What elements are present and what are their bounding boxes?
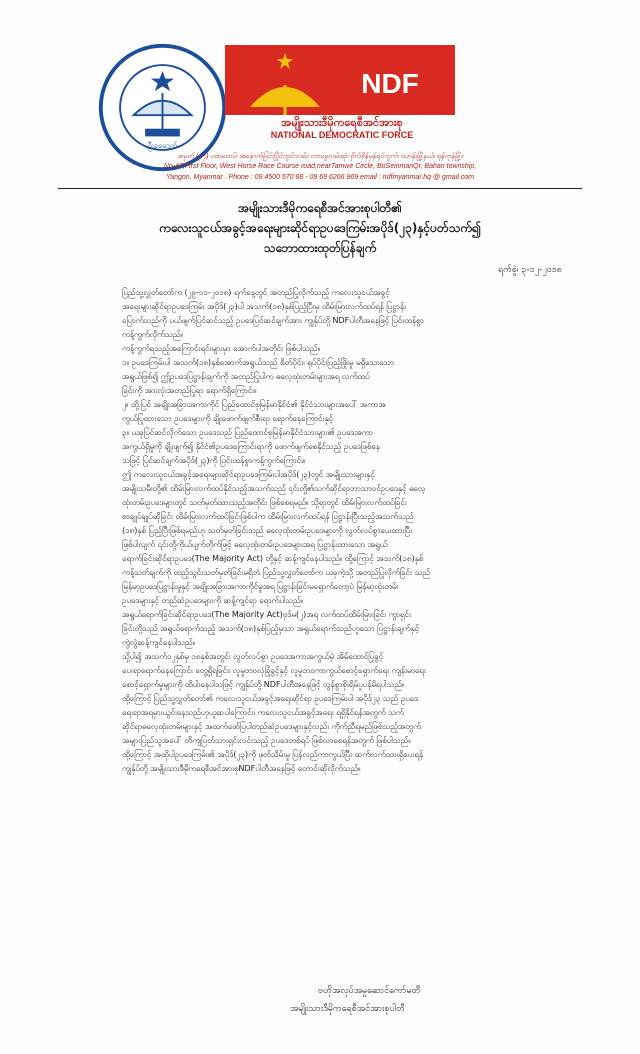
body-line: စောင့်ရှောက်မှုများကို ထိပါးနေပါသဖြင့် ကျွန်ုပ်တို့ NDFပါတီအနေဖြင့် လွန်စွာစိုးရိမ်ပူပန်မိရပါသည်။ — [122, 680, 405, 689]
body-line: အရွယ်ဖြစ်၍ ဤဥပဒေပြဋ္ဌာန်းချက်ကို အတည်ပြုပါက ဓလေ့ထုံးတမ်းများအရ လက်ထပ် — [122, 372, 370, 381]
body-line: သဖြင့် ပြင်ဆင်ချက်အပိုဒ်(၂၃)ကို ပြင်းထန်စွာကန့်ကွက်ကြောင်း။ — [122, 456, 306, 465]
body-line: ပြောက်သည်ကို ပယ်ဖျက်ပြင်ဆင်သည့် ဥပဒေပြင်ဆင်ချက်အား ကျွန်ုပ်တို့ NDFပါတီအနေဖြင့် ပြင်းထန်စွာ — [122, 316, 424, 325]
body-line: ကွဲလွဲဆန့်ကျင်နေပါသည်။ — [122, 638, 196, 647]
body-line: ဤ ကလေးသူငယ်အခွင့်အရေးများဆိုင်ရာဥပဒေကြမ်းပါအပိုဒ်(၂၃)တွင် အမျိုးသားများနှင့် — [122, 470, 375, 479]
body-line: ရေးရာအရမှားယွင်းနေသည်ဟုယူဆပါကြောင်း၊ ကလေးသူငယ်အခွင့်အရေး ရရှိနိုင်ရန်အတွက် သက် — [122, 708, 404, 717]
body-line: ဖြစ်ပါလျက် ၎င်းတို့ကိုယ်ပျက်တိုက်ဖြင့် ဓလေ့ထုံးတမ်းဥပဒေများအရ ပြဋ္ဌာန်းထားသော အရွယ် — [122, 540, 388, 549]
body-line: အရွယ်ရောက်ခြင်းဆိုင်ရာဥပဒေ(The Majority Act)ဗုဒ်မ(၂)အရ လက်ထပ်ထိမ်းမြားခြင်း ကွာရှင်း — [122, 610, 411, 619]
address-myanmar: အမှတ် (၄၇) ပထမထပ်၊ အနောက်မြင်းပြိုင်ကွင်းလမ်း၊ တာမွေလမ်းဆုံ၊ ဗိုလ်စိန်မှန်ရပ်ကွက်၊ ဗဟန်းမြို့နယ်၊ ရန်ကုန်မြို့။ — [176, 153, 464, 160]
body-line: ခြင်းကို အားလုံးအတည်ပြုရာ ရောက်ရှိကြောင်း။ — [122, 386, 257, 395]
statement-title-line-1: အမျိုးသားဒီမိုကရေစီအင်အားစုပါတီ၏ — [238, 201, 402, 215]
statement-title-line-2: ကလေးသူငယ်အခွင့်အရေးများဆိုင်ရာဥပဒေကြမ်းအပိုဒ်(၂၃)နှင့်ပတ်သက်၍ — [158, 221, 482, 235]
statement-body — [122, 286, 552, 776]
contact-line: Yangon, Myanmar . Phone : 09 4500 570 88 - 09 69 6266 969 email : ndfmyanmar.hq @ gmail.com — [166, 174, 474, 181]
body-line: ၁။ ဥပဒေကြမ်းပါ အသက်(၁၈)နှစ်အောက်အရွယ်သည် စိတ်ပိုင်း၊ ရုပ်ပိုင်းပြည့်ဖြိုးမှု မရှိသေးသော — [122, 358, 395, 367]
body-line: ကန့်သတ်ချက်ကို ထည့်သွင်းသတ်မှတ်ခြင်းမရှိဘဲ ပြည်သူ့လွှတ်တော်က ယခုကဲ့သို့ အတည်ပြုလိုက်ခြင်း သည် — [122, 568, 430, 577]
body-line: မြန်မာ့ဥပဒေပြဋ္ဌာန်းမှုနှင့် အချိုးအခြားအကာကိုင်မှုအရ ပြဋ္ဌာန်းခြင်းမရှောက်တော့ပဲ မြန်မာ့ထုံးတမ်း — [122, 582, 399, 591]
address-english: No-47,First Floor, West Horse Race Course road,nearTamwe Circle, BoSeinmanQr, Bahan township, — [163, 163, 477, 170]
body-line: ရောက်ခြင်းဆိုင်ရာဥပဒေ(The Majority Act) တို့နှင့် ဆန့်ကျင်နေပါသည်။ ထို့ကြောင့် အသက်(၁၈)နှစ် — [122, 554, 424, 563]
body-line: ဥပဒေများနှင့် တည်ဆဲဥပဒေများကို ဆန့်ကျင်ရာ ရောက်ပါသည်။ — [122, 596, 304, 605]
body-line: ဆိုင်ရာဓလေ့ထုံးတမ်းများနှင့် အထက်ဖော်ပြပါတည်ဆဲဥပဒေများနှင့်လည်း ကိုက်ညီရမည်ဖြစ်သည့်အတွက် — [122, 722, 421, 731]
svg-text:ဦးခမောက်: ဦးခမောက် — [147, 141, 178, 150]
body-line: ထို့ကြောင့် ပြည်သူ့လွှတ်တော်၏ ကလေးသူငယ်အခွင့်အရေးဆိုင်ရာ ဥပဒေကြမ်းပါ အပိုဒ်၂၃ သည် ဥပဒေ — [122, 694, 418, 703]
body-line: စာချုပ်ချုပ်ဆိုခြင်း ထိမ်းမြားလက်ထပ်ခြင်းဖြစ်ပါက ထိမ်းမြားလက်ထပ်ရန် ပြဋ္ဌာန်းပြီးသည့်အသက်သည် — [122, 512, 414, 521]
body-line: ထုံးတမ်းဥပဒေများတွင် သတ်မှတ်ထားသည့်အတိုင်း ဖြစ်စေရမည်။ သို့ရာတွင် ထိမ်းမြားလက်ထပ်ခြင်း — [122, 498, 407, 507]
ndf-acronym: NDF — [361, 68, 419, 99]
body-line: (၁၈)နှစ် ပြည့်ပြီးဖြစ်ရမည်ဟု သတ်မှတ်ခြင်းသည် ဓလေ့ထုံးတမ်းဥပဒေများကို လွတ်လပ်စွာပေးထားပြီး — [122, 526, 413, 535]
body-line: ၂။ ထို့ပြင် အချိုးအခြားအကာကိုင် ပြည်ထောင်စုမြန်မာနိုင်ငံ၏ နိုင်ငံသားများအပေါ် အကာအ — [122, 400, 386, 409]
party-name-english: NATIONAL DEMOCRATIC FORCE — [270, 130, 414, 140]
body-line: ကန့်ကွက်ရသည့်အကြောင်းရင်းများမှာ အောက်ပါအတိုင်း ဖြစ်ပါသည်။ — [122, 344, 320, 353]
signature-committee: ဗဟိုအလုပ်အမှုဆောင်ကော်မတီ — [318, 986, 421, 996]
statement-title-line-3: သဘောထားထုတ်ပြန်ချက် — [263, 241, 377, 255]
body-line: ပေးရာရောက်နေကြောင်း တွေ့ရှိရခြင်း၊ လူမှုဘဝလုံခြုံခွင့်နှင့် လူမှုဘဝကာကွယ်စောင့်ရှောက်ရေး ကျန်းမာရေး — [122, 666, 426, 675]
header-divider — [58, 188, 582, 189]
body-line: ကျွန်ုပ်တို့ အမျိုးသားဒီမိုကရေစီအင်အားစုNDFပါတီအနေဖြင့် တောင်းဆိုလိုက်သည်။ — [122, 764, 361, 773]
body-line: အကွယ်ရှိမှုကို ချိုးဖျက်၍ နိုင်ငံ၏ဥပဒေကြောင်းရာကို ဖောက်ဖျက်စေနိုင်သည့် ဥပဒေဖြစ်နေ — [122, 442, 380, 451]
body-line: ပြည်သူ့လွှတ်တော်က (၂၉-၁၁-၂၀၁၈) ရက်နေ့တွင် အတည်ပြုလိုက်သည့် ကလေးသူငယ်အခွင့် — [122, 288, 390, 297]
body-line: ၃။ ယခုပြင်ဆင်လိုက်သော ဥပဒေသည် ပြည်ထောင်စုမြန်မာနိုင်ငံသားများ၏ ဥပဒေအကာ — [122, 428, 373, 437]
signature-party: အမျိုးသားဒီမိုကရေစီအင်အားစုပါတီ — [290, 1004, 405, 1014]
body-line: အရေးများဆိုင်ရာဥပဒေကြမ်း အပိုဒ်(၂၃)ပါ အသက်(၁၈)နှစ်ပြည့်ပြီးမှ ထိမ်းမြားလက်ထပ်ရန် ပြဋ္ဌာန်း — [122, 302, 407, 311]
body-line: အများပြည်သူအပေါ် တိကျပြတ်သားရှင်းလင်းသည့် ဥပဒေတစ်ရပ် ဖြစ်လာစေရန်အတွက် ဖြစ်ပါသည်။ — [122, 736, 411, 745]
party-name-myanmar: အမျိုးသားဒီမိုကရေစီအင်အားစု — [281, 116, 403, 129]
body-line: ခြင်းတို့သည် အရွယ်ရောက်သည့် အသက်(၁၈)နှစ်ပြည့်မှသာ အရွယ်ရောက်သည်ဟူသော ပြဋ္ဌာန်းချက်နှင့် — [122, 624, 420, 633]
body-line: ထို့ကြောင့် အထိုပါဥပဒေကြမ်း၏ အပိုဒ်(၂၃)ကို ဖုတ်သိမ်းမှု ပြန်လည်ကာကွယ်ပြီး ဆက်လက်ထားရှိပေးရန် — [122, 750, 423, 759]
body-line: သို့ပါ၍ အသက်၁၂နှစ်မှ ၁၈နှစ်အတွင်း လွတ်လပ်စွာ ဥပဒေအကာအကွယ်မဲ့ အိမ်ထောင်ပြုခွင့် — [122, 652, 384, 661]
statement-date: ရက်စွဲ၊ ၃-၁၂-၂၀၁၈ — [497, 265, 562, 275]
body-line: ကန့်ကွက်လိုက်သည်။ — [122, 330, 183, 339]
body-line: ကွယ်ပြုထားသော ဥပဒေများကို ချိုးဖောက်ဖျက်စီးရာ ရောက်နေကြောင်းနှင့် — [122, 414, 334, 423]
body-line: အမျိုးသမီးတို့၏ ထိမ်းမြားလက်ထပ်နိုင်သည့်အသက်သည် ၎င်းတို့၏သက်ဆိုင်ရာဘာသာဝင်ဥပဒေနှင့် ဓလေ့ — [122, 484, 426, 493]
